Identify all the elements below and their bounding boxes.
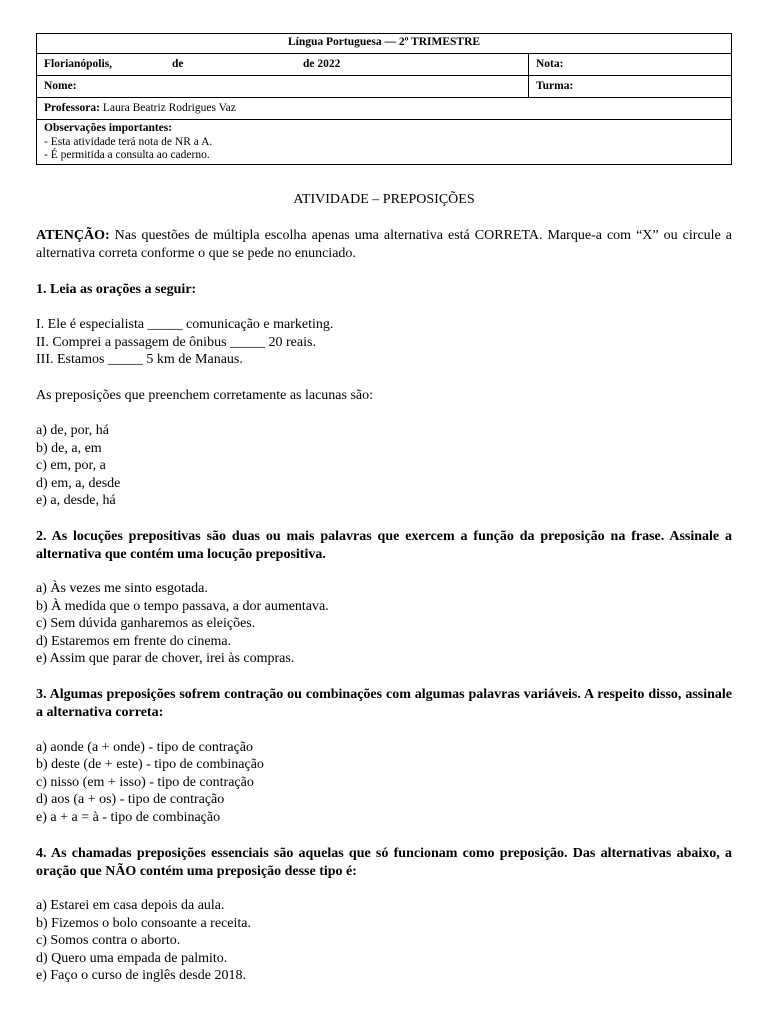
option-item[interactable]: c) em, por, a [36,458,106,473]
option-item[interactable]: d) em, a, desde [36,476,121,491]
class-cell: Turma: [529,76,732,98]
option-item[interactable]: a) Estarei em casa depois da aula. [36,898,225,913]
question-4-prompt: 4. As chamadas preposições essenciais são aquelas que só funcionam como preposição. Das alternativas abaixo, a oração que NÃO contém uma preposição desse tipo é: [36,846,732,879]
option-item[interactable]: c) Sem dúvida ganharemos as eleições. [36,616,256,631]
option-item[interactable]: b) À medida que o tempo passava, a dor aumentava. [36,599,329,614]
name-cell: Nome: [37,76,529,98]
question-1-text: As preposições que preenchem corretamente as lacunas são: [36,388,374,403]
teacher-name: Laura Beatriz Rodrigues Vaz [102,102,236,114]
observation-item: - Esta atividade terá nota de NR a A. [44,135,213,148]
sentence-item: II. Comprei a passagem de ônibus _____ 20 reais. [36,335,316,350]
question-1-prompt: 1. Leia as orações a seguir: [36,282,197,297]
observation-item: - É permitida a consulta ao caderno. [44,149,210,161]
observations-cell [37,120,732,165]
grade-cell: Nota: [529,54,732,76]
activity-title: ATIVIDADE – PREPOSIÇÕES [293,192,475,207]
option-item[interactable]: e) Assim que parar de chover, irei às compras. [36,651,295,666]
attention-label: ATENÇÃO: [36,228,110,243]
question-3-prompt: 3. Algumas preposições sofrem contração ou combinações com algumas palavras variáveis. A respeito disso, assinale a alternativa correta: [36,687,732,720]
teacher-cell [37,98,732,120]
teacher-label: Professora: [44,102,100,114]
sentence-item: I. Ele é especialista _____ comunicação e marketing. [36,317,334,332]
option-item[interactable]: e) a, desde, há [36,493,116,508]
question-2-prompt: 2. As locuções prepositivas são duas ou mais palavras que exercem a função da preposição na frase. Assinale a alternativa que contém uma locução prepositiva. [36,529,732,562]
option-item[interactable]: b) de, a, em [36,441,102,456]
option-item[interactable]: d) Estaremos em frente do cinema. [36,634,232,649]
option-item[interactable]: a) de, por, há [36,423,109,438]
header-table [36,33,732,165]
sentence-item: III. Estamos _____ 5 km de Manaus. [36,352,243,367]
option-item[interactable]: a) Às vezes me sinto esgotada. [36,581,208,596]
option-item[interactable]: d) aos (a + os) - tipo de contração [36,792,225,807]
subject-cell: Língua Portuguesa — 2º TRIMESTRE [37,34,732,54]
date-cell [37,54,529,76]
option-item[interactable]: e) a + a = à - tipo de combinação [36,810,221,825]
option-item[interactable]: c) Somos contra o aborto. [36,933,181,948]
option-item[interactable]: c) nisso (em + isso) - tipo de contração [36,775,254,790]
option-item[interactable]: a) aonde (a + onde) - tipo de contração [36,740,254,755]
option-item[interactable]: e) Faço o curso de inglês desde 2018. [36,968,246,983]
year-label: de 2022 [303,58,341,70]
option-item[interactable]: d) Quero uma empada de palmito. [36,951,228,966]
date-de-label: de [172,58,184,70]
option-item[interactable]: b) deste (de + este) - tipo de combinação [36,757,264,772]
attention-text: Nas questões de múltipla escolha apenas uma alternativa está CORRETA. Marque-a com “X” ou circule a alternativa correta conforme o que se pede no enunciado. [36,228,732,261]
attention-paragraph [36,227,732,262]
observations-title: Observações importantes: [44,122,173,134]
option-item[interactable]: b) Fizemos o bolo consoante a receita. [36,916,251,931]
city-label: Florianópolis, [44,58,113,70]
